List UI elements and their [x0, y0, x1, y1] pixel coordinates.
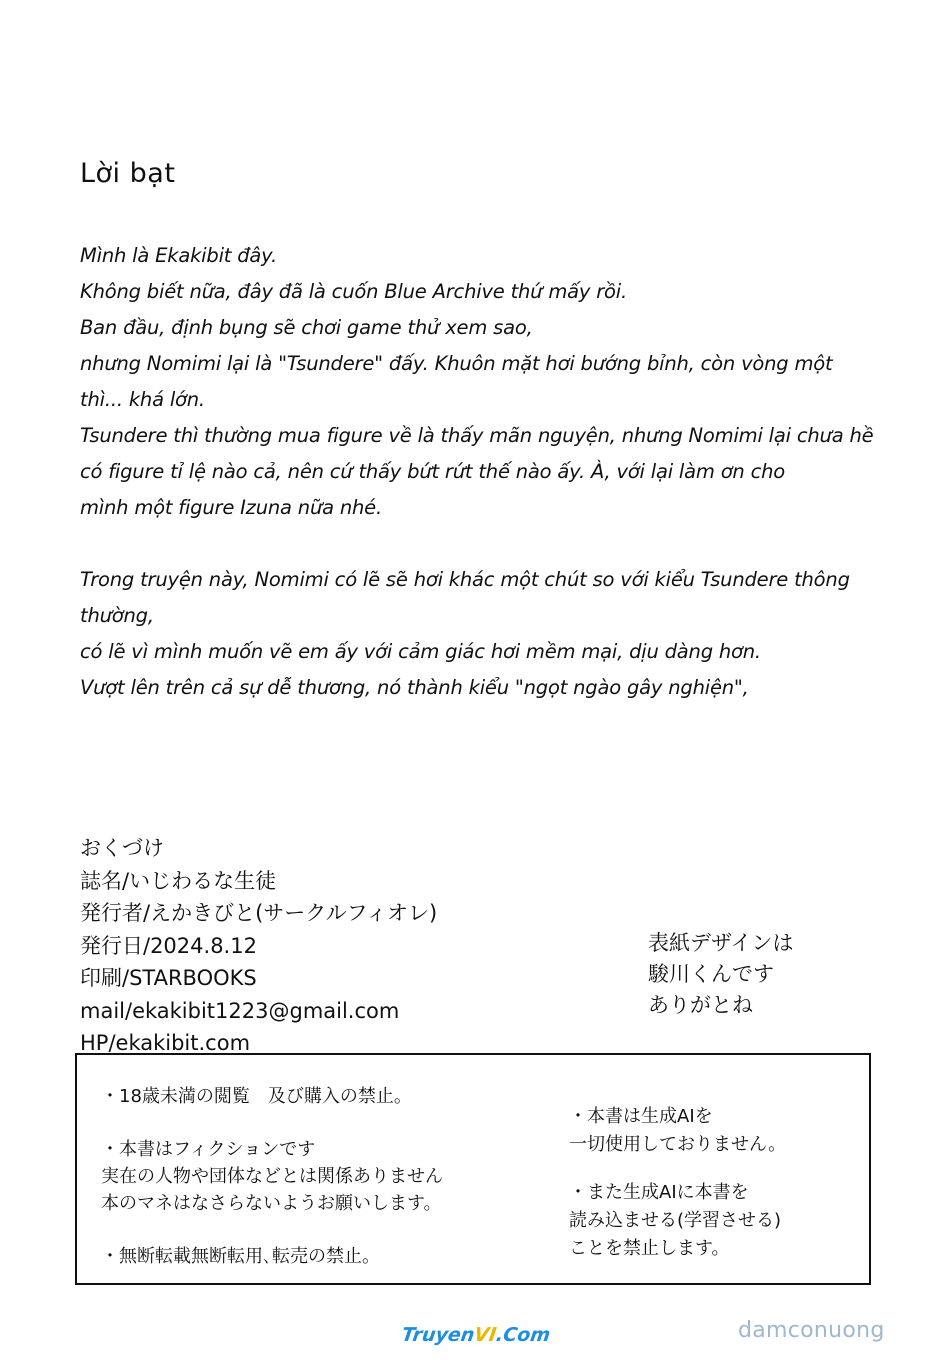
colophon-title-line: 誌名/いじわるな生徒 [80, 868, 277, 893]
afterword-line: Không biết nữa, đây đã là cuốn Blue Archive thứ mấy rồi. [80, 280, 627, 303]
notice-right-column [569, 1103, 786, 1263]
afterword-line: có lẽ vì mình muốn vẽ em ấy với cảm giác hơi mềm mại, dịu dàng hơn. [80, 640, 761, 663]
afterword-line: Trong truyện này, Nomimi có lẽ sẽ hơi khác một chút so với kiểu Tsundere thông [80, 568, 850, 591]
afterword-line: Ban đầu, định bụng sẽ chơi game thử xem sao, [80, 316, 533, 339]
afterword-line: mình một figure Izuna nữa nhé. [80, 496, 382, 519]
no-ai-use-line: ・本書は生成AIを [569, 1106, 713, 1127]
watermark-text-accent: VI [472, 1324, 498, 1346]
colophon-publisher-line: 発行者/えかきびと(サークルフィオレ) [80, 901, 438, 925]
colophon-date-line: 発行日/2024.8.12 [80, 933, 257, 958]
no-ai-training-line: ・また生成AIに本書を [569, 1182, 749, 1203]
afterword-body [80, 238, 874, 706]
cover-credit-line: ありがとね [648, 993, 753, 1017]
afterword-line: Mình là Ekakibit đây. [80, 244, 277, 267]
fiction-notice-line: 実在の人物や団体などとは関係ありません [101, 1166, 443, 1187]
afterword-line: thì... khá lớn. [80, 388, 205, 411]
fiction-notice-line: ・本書はフィクションです [101, 1139, 316, 1160]
cover-credit-line: 表紙デザインは [648, 931, 794, 955]
notice-spacer [101, 1217, 443, 1243]
colophon-mail-line: mail/ekakibit1223@gmail.com [80, 998, 400, 1023]
no-reprint-notice: ・無断転載無断転用､転売の禁止。 [101, 1246, 380, 1267]
watermark-text-main: Truyen [400, 1324, 476, 1346]
colophon-printer-line: 印刷/STARBOOKS [80, 966, 257, 990]
no-ai-training-line: ことを禁止します。 [569, 1238, 730, 1259]
paragraph-gap [80, 526, 840, 562]
afterword-title: Lời bạt [80, 158, 176, 189]
colophon-hp-line: HP/ekakibit.com [80, 1031, 251, 1055]
no-ai-training-line: 読み込ませる(学習させる) [569, 1210, 782, 1231]
cover-credit-line: 駿川くんです [648, 962, 774, 986]
damconuong-watermark: damconuong [738, 1318, 885, 1343]
watermark-text-tail: .Com [494, 1324, 552, 1346]
truyenvi-watermark-logo [400, 1318, 552, 1352]
notice-spacer [569, 1159, 786, 1179]
age-restriction-notice: ・18歳未満の閲覧 及び購入の禁止。 [101, 1086, 412, 1107]
afterword-line: nhưng Nomimi lại là "Tsundere" đấy. Khuôn mặt hơi bướng bỉnh, còn vòng một [80, 352, 833, 375]
notice-spacer [101, 1110, 443, 1136]
cover-design-credit [648, 928, 794, 1021]
afterword-line: thường, [80, 604, 154, 627]
afterword-line: Vượt lên trên cả sự dễ thương, nó thành kiểu "ngọt ngào gây nghiện", [80, 676, 749, 699]
afterword-line: có figure tỉ lệ nào cả, nên cứ thấy bứt rứt thế nào ấy. À, với lại làm ơn cho [80, 460, 785, 483]
colophon-heading: おくづけ [80, 836, 164, 860]
no-ai-use-line: 一切使用しておりません。 [569, 1134, 787, 1155]
colophon [80, 832, 437, 1060]
notice-box [75, 1053, 871, 1285]
afterword-line: Tsundere thì thường mua figure về là thấy mãn nguyện, nhưng Nomimi lại chưa hề [80, 424, 874, 447]
fiction-notice-line: 本のマネはなさらないようお願いします。 [101, 1193, 442, 1214]
notice-left-column [101, 1083, 443, 1270]
